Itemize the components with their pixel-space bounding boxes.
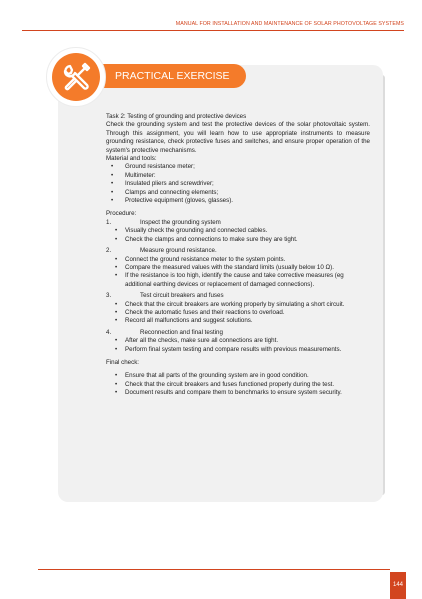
list-item: • Ensure that all parts of the grounding system are in good condition.	[106, 372, 370, 380]
final-check-heading: Final check:	[106, 358, 140, 366]
section-title: PRACTICAL EXERCISE	[101, 64, 246, 88]
list-item: • Check the clamps and connections to make sure they are tight.	[106, 236, 370, 244]
step-number: 4.	[106, 328, 112, 336]
list-item: • Record all malfunctions and suggest solutions.	[106, 317, 370, 325]
step-heading	[106, 247, 370, 255]
list-item: • Compare the measured values with the standard limits (usually below 10 Ω).	[106, 264, 370, 272]
list-item: • Ground resistance meter;	[106, 163, 370, 171]
materials-heading: Material and tools:	[106, 155, 157, 163]
list-item: • Perform final system testing and compare results with previous measurements.	[106, 346, 370, 354]
step-title: Reconnection and final testing	[140, 328, 223, 336]
step-list	[106, 337, 370, 354]
exercise-content	[106, 113, 370, 398]
step-list	[106, 256, 370, 290]
task-intro: Check the grounding system and test the protective devices of the solar photovoltaic system. Through this assignment, you will learn how to use appropriate instruments to measure grounding resistance, check protective fuses and switches, and ensure proper operation of the system's protective mechanisms.	[106, 121, 370, 154]
list-item: • If the resistance is too high, identify the cause and take corrective measures (eg additional earthing devices or replacement of damaged connections).	[106, 272, 370, 289]
list-item: • Insulated pliers and screwdriver;	[106, 180, 370, 188]
step-heading	[106, 329, 370, 337]
list-item: • Clamps and connecting elements;	[106, 189, 370, 197]
step-number: 3.	[106, 292, 112, 300]
step-title: Inspect the grounding system	[140, 218, 221, 226]
step-list	[106, 227, 370, 244]
header-rule	[22, 30, 404, 31]
step-title: Measure ground resistance.	[140, 247, 217, 255]
list-item: • Check that the circuit breakers and fuses functioned properly during the test.	[106, 381, 370, 389]
list-item: • Document results and compare them to benchmarks to ensure system security.	[106, 389, 370, 397]
final-check-list	[106, 372, 370, 397]
page-number: 144	[390, 572, 406, 599]
materials-list	[106, 163, 370, 205]
running-header: MANUAL FOR INSTALLATION AND MAINTENANCE OF SOLAR PHOTOVOLTAGE SYSTEMS	[175, 21, 404, 27]
badge-circle	[52, 53, 100, 101]
step-number: 1.	[106, 218, 112, 226]
list-item: • Check that the circuit breakers are working properly by simulating a short circuit.	[106, 301, 370, 309]
wrench-screwdriver-icon	[60, 61, 92, 93]
task-title: Task 2: Testing of grounding and protective devices	[106, 113, 247, 120]
list-item: • Protective equipment (gloves, glasses).	[106, 197, 370, 205]
step-heading	[106, 292, 370, 300]
list-item: • Connect the ground resistance meter to the system points.	[106, 256, 370, 264]
footer-rule	[38, 569, 390, 570]
step-number: 2.	[106, 247, 112, 255]
step-title: Test circuit breakers and fuses	[140, 292, 224, 300]
step-heading	[106, 219, 370, 227]
section-badge	[46, 47, 106, 107]
list-item: • After all the checks, make sure all connections are tight.	[106, 337, 370, 345]
list-item: • Multimeter:	[106, 172, 370, 180]
list-item: • Check the automatic fuses and their reactions to overload.	[106, 309, 370, 317]
list-item: • Visually check the grounding and connected cables.	[106, 227, 370, 235]
step-list	[106, 301, 370, 326]
procedure-heading: Procedure:	[106, 210, 137, 218]
